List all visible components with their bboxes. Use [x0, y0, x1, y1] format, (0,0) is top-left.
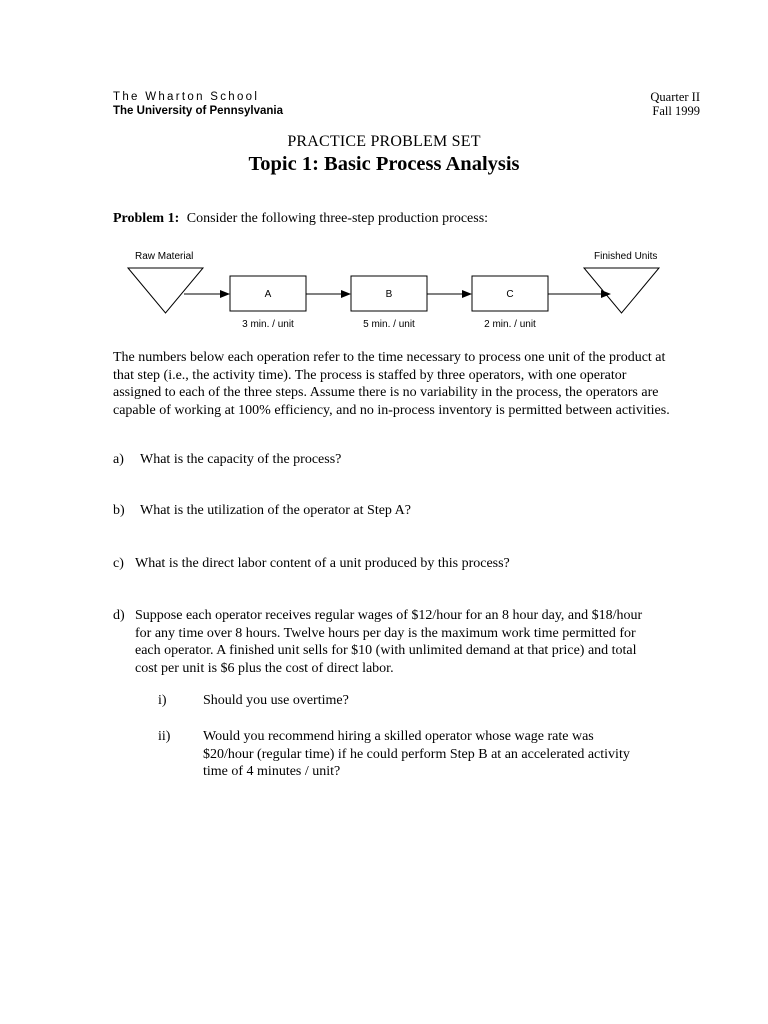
subquestion-ii-label: ii): [158, 729, 171, 744]
subquestion-i-label: i): [158, 693, 167, 708]
header-term: [650, 90, 700, 118]
quarter-label: Quarter II: [650, 90, 700, 104]
process-flow-diagram: [0, 240, 768, 340]
raw-material-inventory-triangle: [128, 268, 203, 313]
problem-description: The numbers below each operation refer to the time necessary to process one unit of the product at that step (i.e., the activity time). The process is staffed by three operators, with one operator assigned to each of the three steps. Assume there is no variability in the process, the operators are capable of working at 100% efficiency, and no in-process inventory is permitted between activities.: [113, 350, 670, 418]
question-b-text: What is the utilization of the operator at Step A?: [140, 503, 411, 518]
question-d-label: d): [113, 608, 125, 623]
school-name: The Wharton School: [113, 91, 260, 103]
question-c-label: c): [113, 556, 124, 571]
problem-set-title: PRACTICE PROBLEM SET: [287, 133, 481, 150]
step-a-label: A: [264, 289, 272, 300]
question-b-label: b): [113, 503, 125, 518]
subquestion-i-text: Should you use overtime?: [203, 693, 349, 708]
finished-units-label: Finished Units: [594, 251, 658, 262]
step-c-label: C: [506, 289, 514, 300]
question-d-text: Suppose each operator receives regular wages of $12/hour for an 8 hour day, and $18/hour for any time over 8 hours. Twelve hours per day is the maximum work time permitted for each operator. A finished unit sells for $10 (with unlimited demand at that price) and total cost per unit is $6 plus the cost of direct labor.: [135, 608, 643, 676]
step-c-time: 2 min. / unit: [484, 319, 536, 330]
raw-material-label: Raw Material: [135, 251, 194, 262]
step-b-time: 5 min. / unit: [363, 319, 415, 330]
question-c-text: What is the direct labor content of a unit produced by this process?: [135, 556, 510, 571]
problem-intro: [113, 211, 488, 227]
question-a-text: What is the capacity of the process?: [140, 452, 342, 467]
question-a-label: a): [113, 452, 124, 467]
step-b-label: B: [385, 289, 393, 300]
finished-units-inventory-triangle: [584, 268, 659, 313]
header-institution: [113, 90, 283, 118]
topic-title: Topic 1: Basic Process Analysis: [248, 153, 520, 175]
subquestion-ii-text: Would you recommend hiring a skilled operator whose wage rate was $20/hour (regular time) if he could perform Step B at an accelerated activity time of 4 minutes / unit?: [203, 729, 630, 780]
problem-label: Problem 1:: [113, 211, 180, 226]
term-label: Fall 1999: [652, 104, 700, 118]
problem-text: Consider the following three-step production process:: [186, 211, 489, 226]
university-name: The University of Pennsylvania: [113, 105, 284, 117]
step-a-time: 3 min. / unit: [242, 319, 294, 330]
